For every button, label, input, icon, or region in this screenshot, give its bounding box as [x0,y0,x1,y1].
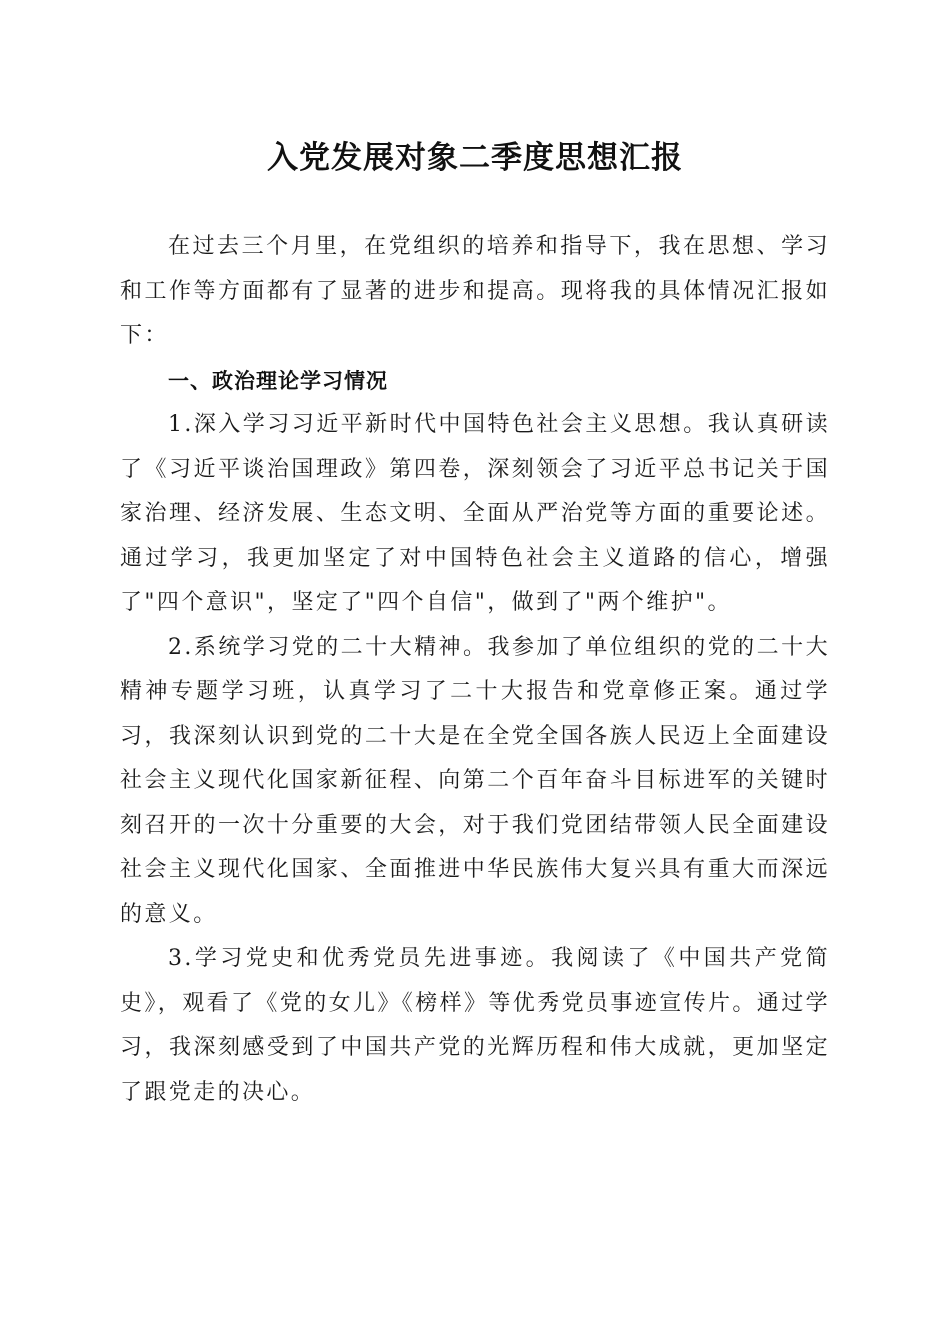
item-2-paragraph: 2.系统学习党的二十大精神。我参加了单位组织的党的二十大精神专题学习班，认真学习了二十大报告和党章修正案。通过学习，我深刻认识到党的二十大是在全党全国各族人民迈上全面建设社会主义现代化国家新征程、向第二个百年奋斗目标进军的关键时刻召开的一次十分重要的大会，对于我们党团结带领人民全面建设社会主义现代化国家、全面推进中华民族伟大复兴具有重大而深远的意义。 [120,634,830,927]
document-body [120,225,830,1115]
document-title: 入党发展对象二季度思想汇报 [267,140,683,176]
item-3-paragraph: 3.学习党史和优秀党员先进事迹。我阅读了《中国共产党简史》，观看了《党的女儿》《榜样》等优秀党员事迹宣传片。通过学习，我深刻感受到了中国共产党的光辉历程和伟大成就，更加坚定了跟党走的决心。 [120,946,831,1105]
intro-paragraph: 在过去三个月里，在党组织的培养和指导下，我在思想、学习和工作等方面都有了显著的进步和提高。现将我的具体情况汇报如下： [120,234,830,348]
item-1-paragraph: 1.深入学习习近平新时代中国特色社会主义思想。我认真研读了《习近平谈治国理政》第四卷，深刻领会了习近平总书记关于国家治理、经济发展、生态文明、全面从严治党等方面的重要论述。通过学习，我更加坚定了对中国特色社会主义道路的信心，增强了"四个意识"，坚定了"四个自信"，做到了"两个维护"。 [120,412,830,615]
section-heading-political-theory: 一、政治理论学习情况 [168,368,388,393]
